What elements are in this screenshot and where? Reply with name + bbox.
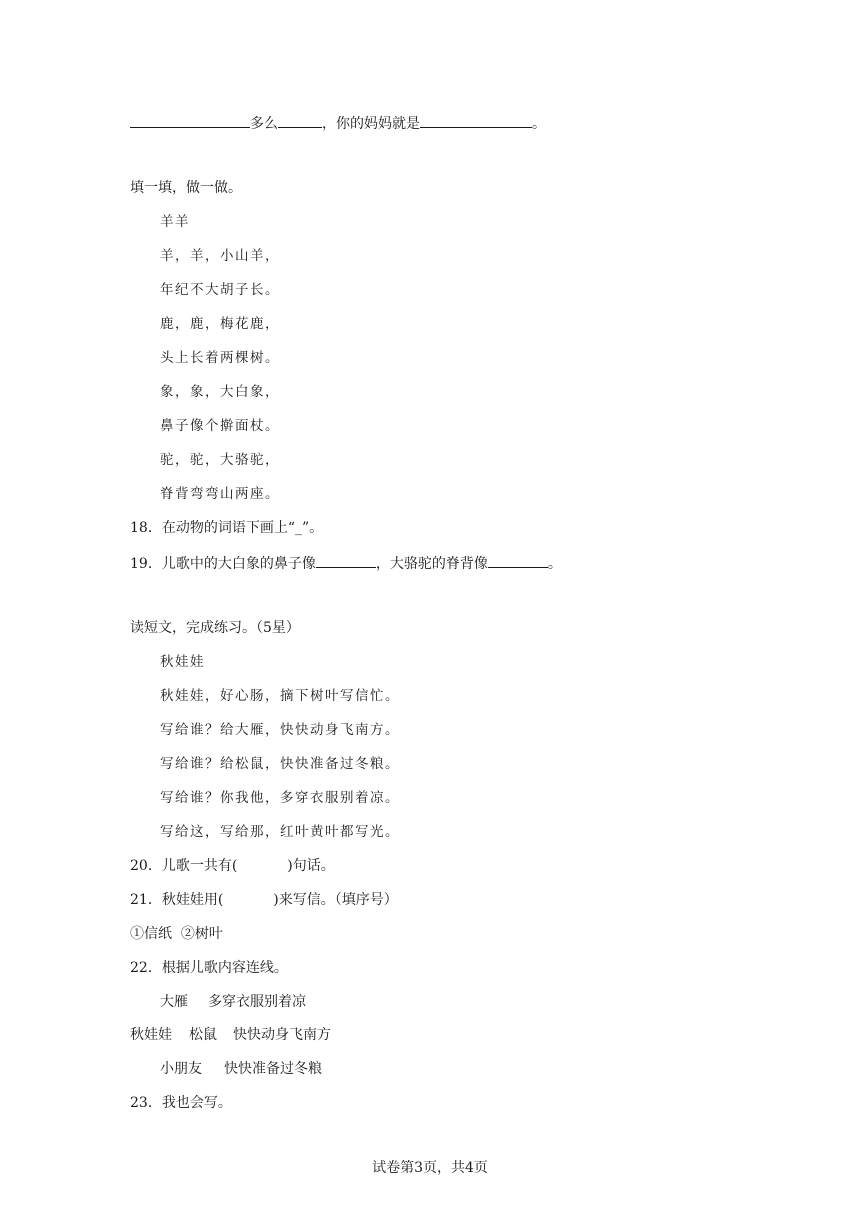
match-row (130, 1025, 331, 1045)
match-middle: 大雁 (160, 994, 188, 1010)
section-heading: 填一填，做一做。 (130, 180, 242, 196)
question-20 (130, 856, 335, 876)
poem-line: 脊背弯弯山两座。 (160, 486, 280, 502)
question-22: 22．根据儿歌内容连线。 (130, 960, 288, 976)
text-part: 20．儿歌一共有( (130, 858, 238, 874)
poem-line: 羊，羊，小山羊， (160, 248, 280, 264)
answer-blank[interactable] (130, 112, 250, 128)
question-18: 18．在动物的词语下画上“_”。 (130, 520, 324, 536)
text-part: ，你的妈妈就是 (322, 116, 420, 132)
match-left: 秋娃娃 (130, 1027, 172, 1043)
poem-line: 写给谁？给大雁，快快动身飞南方。 (160, 722, 400, 738)
answer-blank[interactable] (420, 112, 532, 128)
poem-line: 鹿，鹿，梅花鹿， (160, 316, 280, 332)
question-23: 23．我也会写。 (130, 1095, 232, 1111)
text-part: )来写信。（填序号） (273, 892, 398, 908)
poem-line: 写给谁？给松鼠，快快准备过冬粮。 (160, 756, 400, 772)
answer-blank[interactable] (488, 552, 548, 568)
question-21-options: ①信纸 ②树叶 (130, 926, 223, 942)
match-row (130, 992, 306, 1012)
poem-line: 秋娃娃，好心肠，摘下树叶写信忙。 (160, 688, 400, 704)
match-row (160, 1059, 322, 1079)
poem-line: 写给这，写给那，红叶黄叶都写光。 (160, 824, 400, 840)
poem-line: 年纪不大胡子长。 (160, 282, 280, 298)
answer-blank[interactable] (316, 552, 376, 568)
answer-blank[interactable] (278, 112, 322, 128)
match-right: 多穿衣服别着凉 (208, 994, 306, 1010)
match-right: 快快准备过冬粮 (224, 1061, 322, 1077)
poem-line: 鼻子像个擀面杖。 (160, 418, 280, 434)
poem-line: 头上长着两棵树。 (160, 350, 280, 366)
poem-line: 驼，驼，大骆驼， (160, 452, 280, 468)
poem-title: 羊羊 (160, 214, 190, 230)
match-middle: 小朋友 (160, 1061, 202, 1077)
text-part: ，大骆驼的脊背像 (375, 556, 488, 572)
page-footer: 试卷第3页，共4页 (372, 1160, 488, 1176)
poem-line: 写给谁？你我他，多穿衣服别着凉。 (160, 790, 400, 806)
question-19 (130, 552, 562, 574)
match-middle: 松鼠 (189, 1027, 217, 1043)
match-right: 快快动身飞南方 (233, 1027, 331, 1043)
question-21 (130, 890, 398, 910)
fill-line-top (130, 112, 546, 134)
poem-line: 象，象，大白象， (160, 384, 280, 400)
text-part: 19．儿歌中的大白象的鼻子像 (130, 556, 316, 572)
text-part: )句话。 (287, 858, 335, 874)
text-part: 。 (547, 556, 562, 572)
text-part: 。 (532, 116, 546, 132)
text-part: 21．秋娃娃用( (130, 892, 224, 908)
section-heading: 读短文，完成练习。（5星） (130, 620, 300, 636)
text-part: 多么 (250, 116, 278, 132)
poem-title: 秋娃娃 (160, 654, 205, 670)
